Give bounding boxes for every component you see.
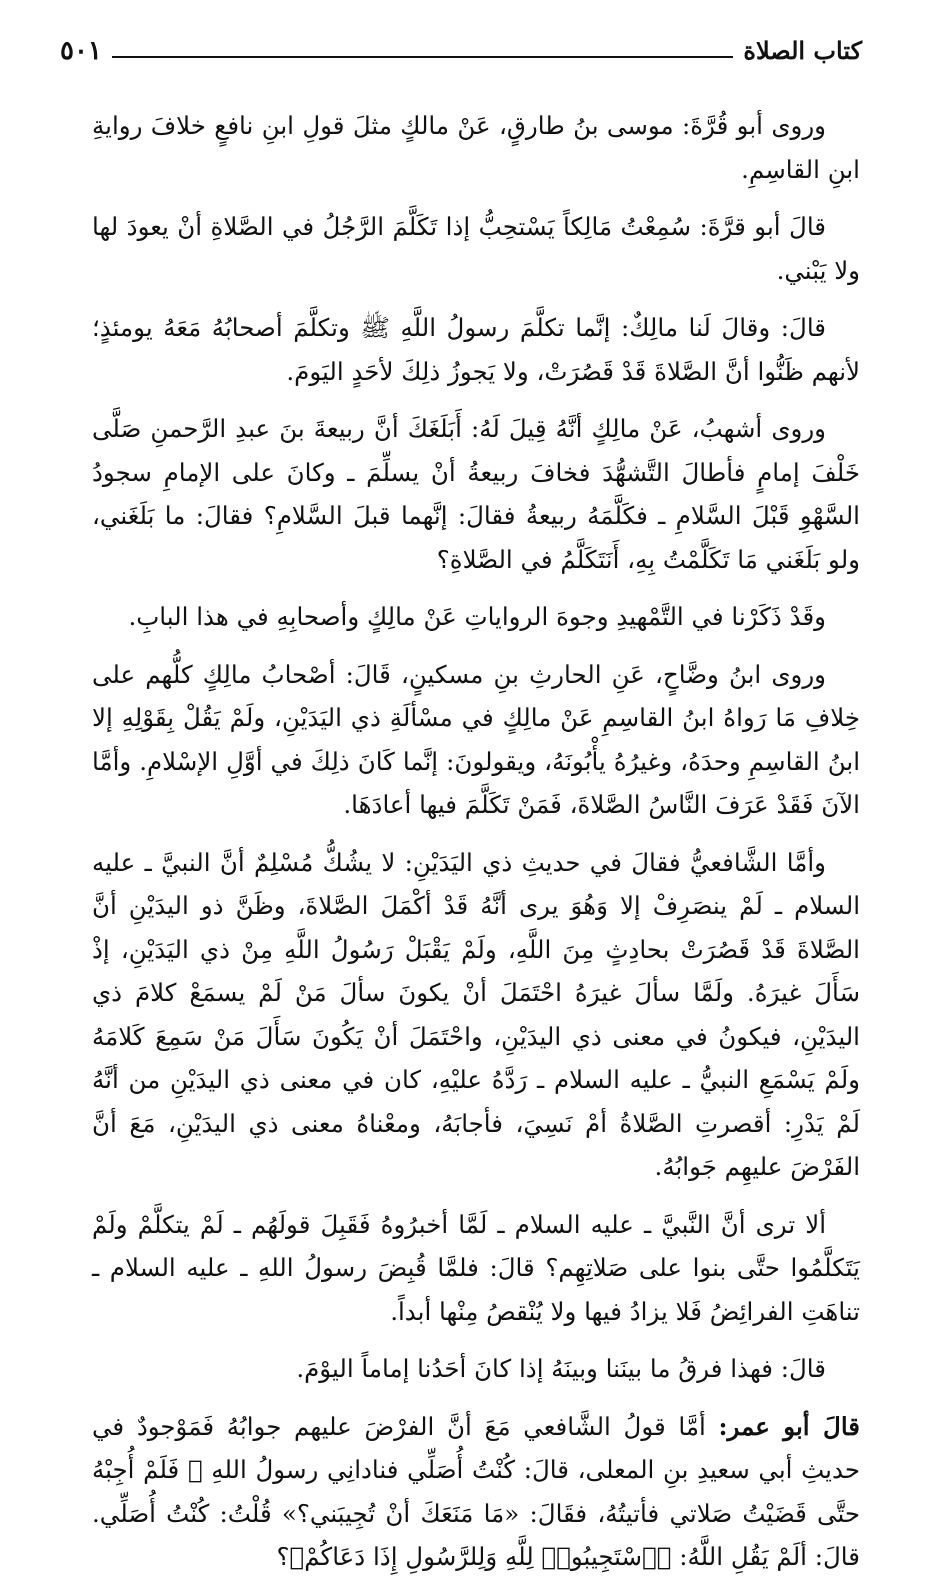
paragraph-10-text: أمَّا قولُ الشَّافعي مَعَ أنَّ الفرْضَ عليهم جوابُهُ فَمَوْجودٌ في حديثِ أبي سعيدِ بنِ المعلى، قالَ: كُنْتُ أُصَلِّي فنادانِي رسولُ اللهِ ﷺ فَلَمْ أُجِبْهُ حتَّى قَضَيْتُ صَلاتي فأتيتُهُ، فقَالَ: «مَا مَنَعَكَ أنْ تُجِيبَني؟» قُلْتُ: كُنْتُ أُصَلِّي. قالَ: ألَمْ يَقُلِ اللَّهُ: ﴿ٱسْتَجِيبُوا۟ لِلَّهِ وَلِلرَّسُولِ إِذَا دَعَاكُمْ﴾؟: [92, 1411, 860, 1571]
paragraph-7: وأمَّا الشَّافعيُّ فقالَ في حديثِ ذي اليَدَيْنِ: لا يشُكُّ مُسْلِمٌ أنَّ النبيَّ ـ عليه السلام ـ لَمْ ينصَرِفْ إلا وَهُوَ يرى أنَّهُ قَدْ أكْمَلَ الصَّلاةَ، وظَنَّ ذو اليدَيْنِ أنَّ الصَّلاةَ قَدْ قَصُرَتْ بحادِثٍ مِنَ اللَّهِ، ولَمْ يَقْبَلْ رَسُولُ اللَّهِ مِنْ ذي اليَدَيْنِ، إذْ سَأَلَ غيرَهُ. ولَمَّا سألَ غيرَهُ احْتَمَلَ أنْ يكونَ سألَ مَنْ لَمْ يسمَعْ كلامَ ذي اليدَيْنِ، فيكونُ في معنى ذي اليدَيْنِ، واحْتَمَلَ أنْ يَكُونَ سَأَلَ مَنْ سَمِعَ كَلامَهُ ولَمْ يَسْمَعِ النبيُّ ـ عليه السلام ـ رَدَّهُ عليْهِ، كان في معنى ذي اليدَيْنِ من أنَّهُ لَمْ يَدْرِ: أقصرتِ الصَّلاةُ أمْ نَسِيَ، فأجابَهُ، ومعْناهُ معنى ذي اليدَيْنِ، مَعَ أنَّ الفَرْضَ عليهِم جَوابُهُ.: [92, 847, 860, 1181]
paragraph-5: وقَدْ ذَكَرْنا في التَّمْهيدِ وجوهَ الرواياتِ عَنْ مالِكٍ وأصحابِهِ في هذا البابِ.: [128, 602, 826, 631]
running-title: كتاب الصلاة: [743, 36, 862, 65]
header-rule: [112, 56, 733, 58]
paragraph-1: وروى أبو قُرَّةَ: موسى بنُ طارقٍ، عَنْ مالكٍ مثلَ قولِ ابنِ نافعٍ خلافَ روايةِ ابنِ القاسِمِ.: [92, 111, 860, 184]
body-text: [92, 104, 860, 1593]
paragraph-2: قالَ أبو قرَّةَ: سُمِعْتُ مَالِكاً يَسْتحِبُّ إذا تَكَلَّمَ الرَّجُلُ في الصَّلاةِ أنْ يعودَ لها ولا يَبْني.: [92, 212, 860, 285]
paragraph-8: ألا ترى أنَّ النَّبيَّ ـ عليه السلام ـ لَمَّا أخبرُوهُ فَقَبِلَ قولَهُم ـ لَمْ يتكلَّمْ ولَمْ يَتَكلَّمُوا حتَّى بنوا على صَلاتِهِم؟ قالَ: فلمَّا قُبِضَ رسولُ اللهِ ـ عليه السلام ـ تناهَتِ الفرائِضُ فَلا يزادُ فيها ولا يُنْقصُ مِنْها أبداً.: [92, 1209, 860, 1326]
speaker-label: قالَ أبو عمر:: [718, 1411, 860, 1441]
page-number: ٥٠١: [60, 36, 102, 66]
paragraph-3: قالَ: وقالَ لَنا مالِكٌ: إنَّما تكلَّمَ رسولُ اللَّهِ ﷺ وتكلَّمَ أصحابُهُ مَعَهُ يومئذٍ؛ لأنهم ظَنُّوا أنَّ الصَّلاةَ قَدْ قَصُرَتْ، ولا يَجوزُ ذلِكَ لأحَدٍ اليَومَ.: [92, 313, 860, 386]
paragraph-6: وروى ابنُ وضَّاحٍ، عَنِ الحارثِ بنِ مسكينٍ، قَالَ: أصْحابُ مالِكٍ كلُّهم على خِلافِ مَا رَواهُ ابنُ القاسِمِ عَنْ مالِكٍ في مسْألَةِ ذي اليَدَيْنِ، ولَمْ يَقُلْ بِقَوْلِهِ إلا ابنُ القاسِمِ وحدَهُ، وغيرُهُ يأْبُونَهُ، ويقولونَ: إنَّما كَانَ ذلِكَ في أوَّلِ الإسْلامِ. وأمَّا الآنَ فَقَدْ عَرَفَ النَّاسُ الصَّلاةَ، فَمَنْ تَكَلَّمَ فيها أعادَهَا.: [92, 659, 860, 819]
paragraph-9: قالَ: فهذا فرقُ ما بينَنا وبينَهُ إذا كانَ أحَدُنا إماماً اليوْمَ.: [296, 1354, 826, 1383]
paragraph-4: وروى أشهبُ، عَنْ مالِكٍ أنَّهُ قِيلَ لَهُ: أَبَلَغَكَ أنَّ ربيعةَ بنَ عبدِ الرَّحمنِ صَلَّى خَلْفَ إمامٍ فأطالَ التَّشهُّدَ فخافَ ربيعةُ أنْ يسلِّمَ ـ وكانَ على الإمامِ سجودُ السَّهْوِ قَبْلَ السَّلامِ ـ فكَلَّمَهُ ربيعةُ فقالَ: إنَّهما قبلَ السَّلامِ؟ فقالَ: ما بَلَغَني، ولو بَلَغَني مَا تَكَلَّمْتُ بِهِ، أَنَتَكَلَّمُ في الصَّلاةِ؟: [92, 414, 860, 574]
page-header: [60, 30, 862, 66]
paragraph-10: [92, 1405, 860, 1579]
